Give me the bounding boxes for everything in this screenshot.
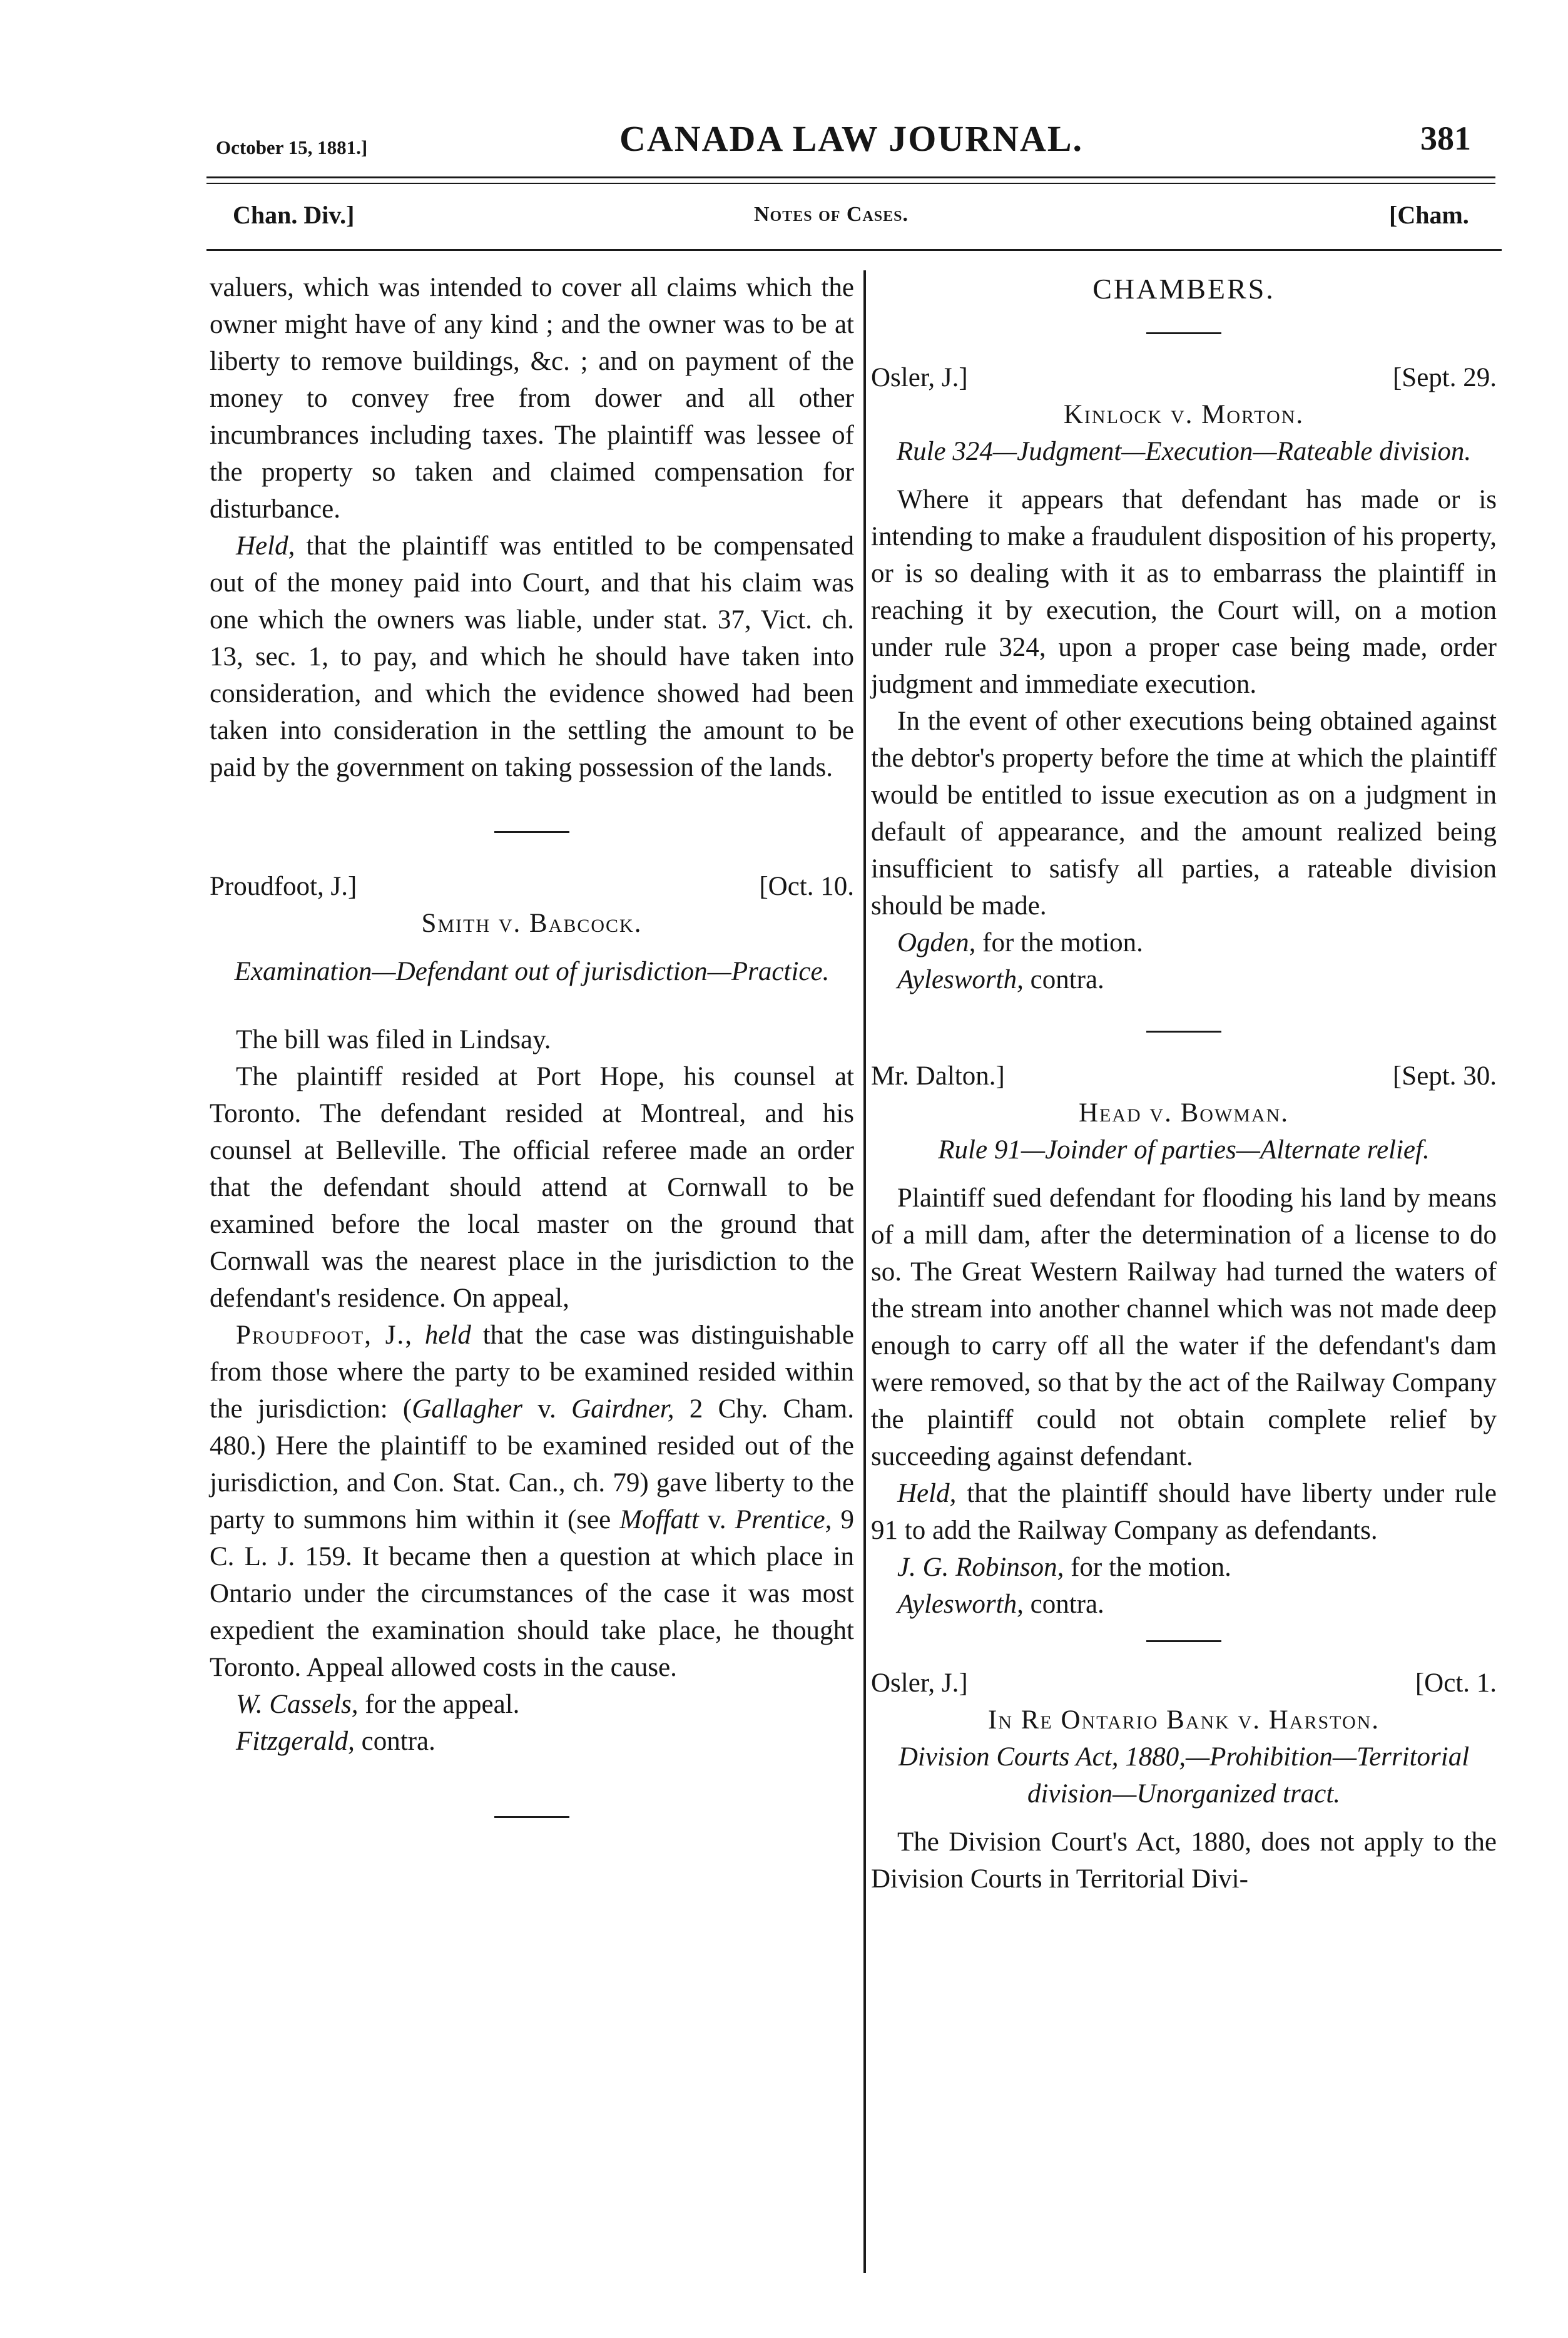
section-separator <box>1146 1031 1221 1033</box>
case-date: [Sept. 29. <box>1392 363 1497 392</box>
versus: v. <box>522 1394 572 1424</box>
case-paragraph: Where it appears that defendant has made or is intending to make a fraudulent disposition of his property, or is so dealing with it as to embarrass the plaintiff in reaching it by execution, the Court will, on a motion under rule 324, upon a proper case being made, order judgment and immediate execution. <box>871 485 1497 699</box>
holding-paragraph <box>210 528 854 786</box>
case-topic <box>871 433 1497 470</box>
counsel-line <box>210 1686 854 1723</box>
counsel-name: Ogden, <box>897 928 976 957</box>
section-separator <box>494 1816 569 1818</box>
division-label: Chan. Div.] <box>233 201 355 229</box>
section-label: Notes of Cases. <box>754 203 909 226</box>
judgment-text: 2 Chy. Cham. 480.) Here the plaintiff to be examined resided out of the jurisdiction, and Con. Stat. Can., ch. 79) gave liberty to the party to summons him within it (see <box>210 1394 854 1534</box>
counsel-name: Aylesworth, <box>897 1590 1024 1619</box>
right-column <box>871 269 1497 1897</box>
judgment-text: that the case was distinguishable from those where the party to be examined resided within the jurisdiction: ( <box>210 1320 855 1424</box>
citation: Moffatt <box>619 1505 699 1534</box>
counsel-name: Aylesworth, <box>897 965 1024 994</box>
case-topic-text: Rule 91—Joinder of parties—Alternate relief. <box>938 1135 1430 1165</box>
judgment-paragraph <box>210 1317 854 1686</box>
case-paragraph: In the event of other executions being obtained against the debtor's property before the time at which the plaintiff would be entitled to issue execution as on a judgment in default of appearance, and the amount realized being insufficient to satisfy all parties, a rateable division should be made. <box>871 707 1497 921</box>
citation: Gairdner, <box>571 1394 675 1424</box>
case-title: Kinlock v. Morton. <box>1063 400 1305 429</box>
case-paragraph: The Division Court's Act, 1880, does not apply to the Division Courts in Territorial Divi- <box>871 1827 1497 1894</box>
left-column <box>210 269 854 1844</box>
case-paragraph: Plaintiff sued defendant for flooding his land by means of a mill dam, after the determination of a license to do so. The Great Western Railway had turned the waters of the stream into another channel which was not made deep enough to carry off all the water if the defendant's dam were removed, so that by the act of the Railway Company the plaintiff could not obtain complete relief by succeeding against defendant. <box>871 1183 1497 1471</box>
counsel-line <box>871 1549 1497 1586</box>
holding-text: that the plaintiff should have liberty under rule 91 to add the Railway Company as defendants. <box>871 1479 1497 1545</box>
page-number: 381 <box>1420 120 1471 157</box>
header-rule-bottom <box>206 183 1495 184</box>
holding-paragraph <box>871 1475 1497 1549</box>
case-date: [Sept. 30. <box>1392 1061 1497 1091</box>
counsel-name: Fitzgerald, <box>236 1727 355 1756</box>
citation: Prentice, <box>735 1505 832 1534</box>
judge-name: Mr. Dalton.] <box>871 1061 1005 1091</box>
counsel-role: for the motion. <box>1064 1553 1231 1582</box>
case-title: In Re Ontario Bank v. Harston. <box>987 1705 1380 1735</box>
case-date: [Oct. 10. <box>759 872 854 901</box>
section-separator <box>1146 1640 1221 1642</box>
judge-ref: Proudfoot, J., <box>236 1320 414 1350</box>
counsel-line <box>871 1586 1497 1623</box>
case-paragraph: The plaintiff resided at Port Hope, his counsel at Toronto. The defendant resided at Montreal, and his counsel at Belleville. The official referee made an order that the defendant should attend at Cornwall to be examined before the local master on the ground that Cornwall was the nearest place in the jurisdiction to the defendant's residence. On appeal, <box>210 1062 854 1313</box>
case-title: Head v. Bowman. <box>1078 1098 1290 1128</box>
case-heading-line <box>871 1058 1497 1095</box>
counsel-role: contra. <box>1023 965 1104 994</box>
held-label: Held, <box>897 1479 957 1508</box>
counsel-line <box>210 1723 854 1760</box>
counsel-name: W. Cassels, <box>236 1690 359 1719</box>
case-topic <box>871 1738 1497 1812</box>
journal-title: CANADA LAW JOURNAL. <box>619 118 1084 159</box>
held-label: held <box>424 1320 471 1350</box>
counsel-role: contra. <box>1023 1590 1104 1619</box>
case-text: valuers, which was intended to cover all claims which the owner might have of any kind ; and the owner was to be at liberty to remove buildings, &c. ; and on payment of the money to convey free from dower and all other incumbrances including taxes. The plaintiff was lessee of the property so taken and claimed compensation for disturbance. <box>210 273 854 524</box>
versus: v. <box>698 1505 735 1534</box>
counsel-line <box>871 924 1497 961</box>
case-paragraph: The bill was filed in Lindsay. <box>236 1025 551 1054</box>
case-topic-text: Division Courts Act, 1880,—Prohibition—Territorial division—Unorganized tract. <box>898 1742 1470 1809</box>
subheader-rule <box>206 249 1502 251</box>
case-heading-line <box>210 868 854 905</box>
case-heading-line <box>871 359 1497 396</box>
case-topic-text: Examination—Defendant out of jurisdiction—Practice. <box>234 957 830 986</box>
section-separator <box>494 831 569 833</box>
section-separator <box>1146 332 1221 334</box>
counsel-name: J. G. Robinson, <box>897 1553 1064 1582</box>
case-topic-text: Rule 324—Judgment—Execution—Rateable division. <box>896 437 1472 466</box>
judge-name: Proudfoot, J.] <box>210 872 357 901</box>
issue-date: October 15, 1881.] <box>216 136 368 158</box>
holding-text: that the plaintiff was entitled to be compensated out of the money paid into Court, and that his claim was one which the owners was liable, under stat. 37, Vict. ch. 13, sec. 1, to pay, and which he should have taken into consideration, and which the evidence showed had been taken into consideration in the settling the amount to be paid by the government on taking possession of the lands. <box>210 531 854 782</box>
judgment-text: 9 C. L. J. 159. It became then a question at which place in Ontario under the circumstances of the case it was most expedient the examination should take place, he thought Toronto. Appeal allowed costs in the cause. <box>210 1505 854 1682</box>
case-heading-line <box>871 1665 1497 1702</box>
case-date: [Oct. 1. <box>1415 1668 1497 1698</box>
column-divider <box>863 270 866 2273</box>
counsel-role: for the motion. <box>975 928 1143 957</box>
judge-name: Osler, J.] <box>871 1668 968 1698</box>
case-topic <box>871 1131 1497 1168</box>
case-title: Smith v. Babcock. <box>421 909 643 938</box>
chambers-label: [Cham. <box>1389 201 1469 229</box>
case-topic <box>210 953 854 990</box>
counsel-role: contra. <box>354 1727 435 1756</box>
judge-name: Osler, J.] <box>871 363 968 392</box>
citation: Gallagher <box>412 1394 523 1424</box>
held-label: Held, <box>236 531 295 561</box>
counsel-line <box>871 961 1497 998</box>
header-rule-top <box>206 176 1495 178</box>
counsel-role: for the appeal. <box>358 1690 520 1719</box>
section-heading: CHAMBERS. <box>1092 273 1275 305</box>
